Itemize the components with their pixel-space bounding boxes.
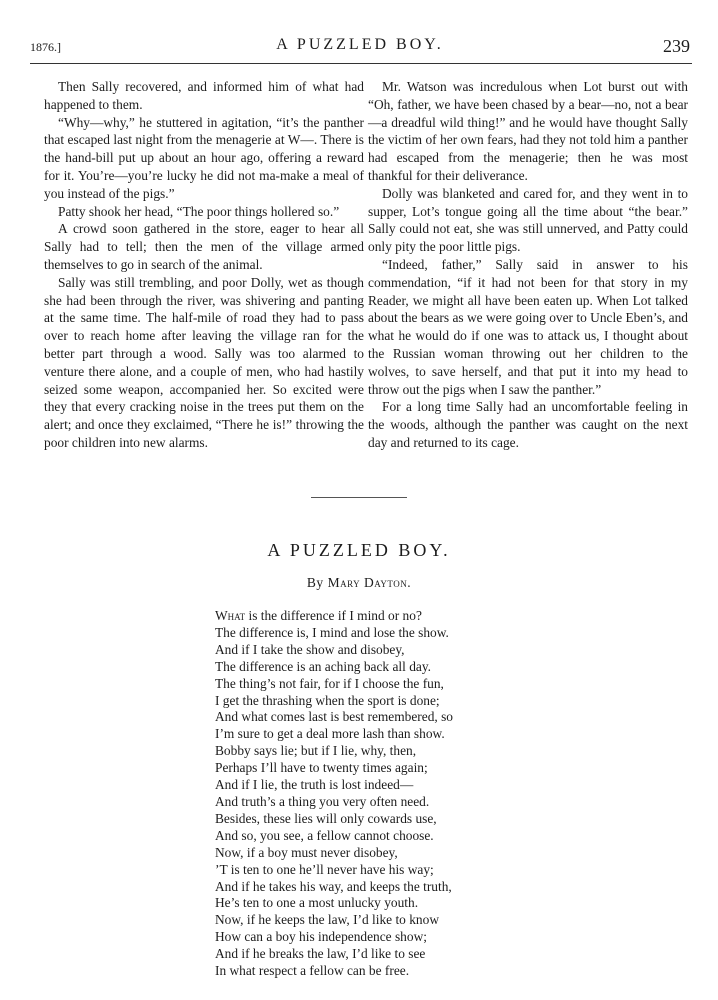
story-left-column bbox=[44, 78, 364, 452]
poem-line: He’s ten to one a most unlucky youth. bbox=[215, 895, 419, 911]
story-right-column bbox=[368, 78, 688, 452]
paragraph: Dolly was blanketed and cared for, and they went in to supper, Lot’s tongue going all the time about “the bear.” Sally could not eat, she was still unnerved, and Patty could only pity the poor little pigs. bbox=[368, 185, 688, 255]
poem-line: Bobby says lie; but if I lie, why, then, bbox=[215, 743, 417, 759]
header-rule bbox=[30, 63, 692, 64]
poem-line bbox=[215, 608, 515, 625]
poem-line: I get the thrashing when the sport is done; bbox=[215, 692, 440, 708]
poem-first-word: What bbox=[215, 608, 246, 623]
poem-line: ’T is ten to one he’ll never have his way; bbox=[215, 861, 434, 877]
paragraph: For a long time Sally had an uncomfortable feeling in the woods, although the panther was caught on the next day and returned to its cage. bbox=[368, 399, 688, 450]
poem-line: Perhaps I’ll have to twenty times again; bbox=[215, 760, 428, 776]
section-divider bbox=[311, 497, 407, 498]
paragraph: Then Sally recovered, and informed him of what had happened to them. bbox=[44, 79, 364, 112]
poem-byline bbox=[0, 575, 718, 591]
poem-line: And so, you see, a fellow cannot choose. bbox=[215, 827, 434, 843]
poem-body bbox=[215, 608, 515, 980]
poem-line: And if I take the show and disobey, bbox=[215, 641, 405, 657]
header-year: 1876.] bbox=[30, 40, 61, 54]
paragraph: “Why—why,” he stuttered in agitation, “it’s the panther that escaped last night from the menagerie at W—. There is the hand-bill put up about an hour ago, offering a reward for it. You’re—you’re lucky he did not ma-make a meal of you instead of the pigs.” bbox=[44, 114, 364, 201]
poem-title: A PUZZLED BOY. bbox=[267, 540, 451, 560]
poem-line: How can a boy his independence show; bbox=[215, 929, 427, 945]
poem-line: The difference is, I mind and lose the show. bbox=[215, 624, 449, 640]
poem-line: Besides, these lies will only cowards use, bbox=[215, 810, 437, 826]
page-number: 239 bbox=[663, 36, 690, 56]
poem-first-line-rest: is the difference if I mind or no? bbox=[245, 608, 422, 623]
poem-line: And if he takes his way, and keeps the truth, bbox=[215, 878, 452, 894]
paragraph: A crowd soon gathered in the store, eager to hear all Sally had to tell; then the men of the village armed themselves to go in search of the animal. bbox=[44, 221, 364, 272]
byline-prefix: By bbox=[306, 575, 324, 590]
paragraph: Mr. Watson was incredulous when Lot burst out with “Oh, father, we have been chased by a bear—no, not a bear—a dreadful wild thing!” and he would have thought Sally the victim of her own fears, had they not told him a panther had escaped from the menagerie; then he was most thankful for their deliverance. bbox=[368, 79, 688, 183]
poem-line: The difference is an aching back all day. bbox=[215, 658, 432, 674]
poem-line: Now, if he keeps the law, I’d like to know bbox=[215, 912, 439, 928]
paragraph: Sally was still trembling, and poor Dolly, wet as though she had been through the river, was shivering and panting at the same time. The half-mile of road they had to pass over to reach home after leaving the village ran for the better part through a wood. Sally was too alarmed to venture there alone, and a couple of men, who had hastily seized some weapon, accompanied her. So excited were they that every cracking noise in the trees put them on the alert; and once they exclaimed, “There he is!” throwing the poor children into new alarms. bbox=[44, 274, 364, 450]
header-title: A PUZZLED BOY. bbox=[276, 36, 444, 53]
poem-line: I’m sure to get a deal more lash than show. bbox=[215, 726, 445, 742]
poem-line: And if he breaks the law, I’d like to see bbox=[215, 946, 426, 962]
poem-line: And if I lie, the truth is lost indeed— bbox=[215, 777, 414, 793]
poem-line: The thing’s not fair, for if I choose the fun, bbox=[215, 675, 444, 691]
poem-line: In what respect a fellow can be free. bbox=[215, 963, 410, 979]
paragraph: Patty shook her head, “The poor things hollered so.” bbox=[58, 203, 340, 219]
poem-line: And truth’s a thing you very often need. bbox=[215, 793, 430, 809]
poem-line: And what comes last is best remembered, so bbox=[215, 709, 453, 725]
poem-line: Now, if a boy must never disobey, bbox=[215, 844, 398, 860]
byline-author: Mary Dayton. bbox=[327, 575, 412, 590]
paragraph: “Indeed, father,” Sally said in answer to his commendation, “if it had not been for that story in my Reader, we might all have been eaten up. When Lot talked about the bears as we were going over to Uncle Eben’s, and what he would do if one was to attack us, I thought about the Russian woman throwing out her children to the wolves, to save herself, and that put it into my head to throw out the pigs when I saw the panther.” bbox=[368, 256, 688, 397]
page-header bbox=[30, 36, 690, 60]
